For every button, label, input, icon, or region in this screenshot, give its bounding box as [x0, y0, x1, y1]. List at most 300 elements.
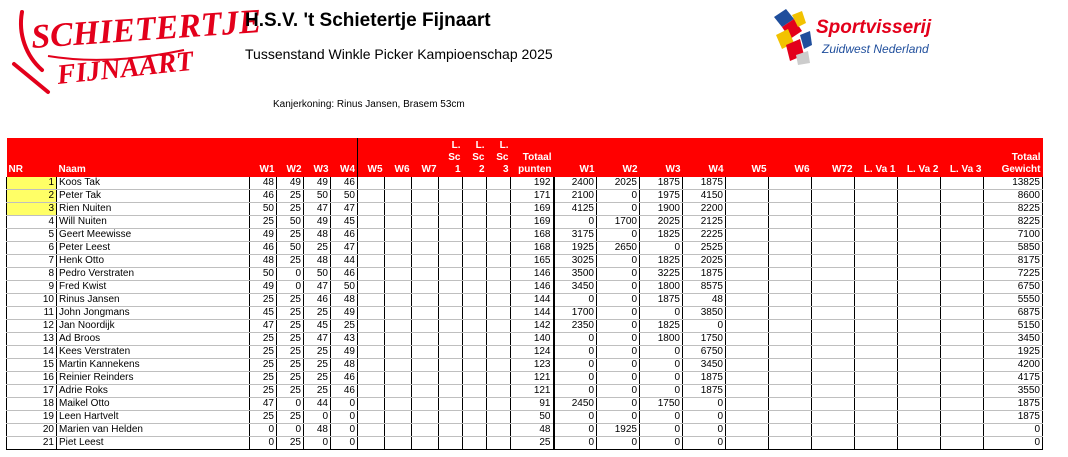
table-cell: 50 — [250, 268, 277, 281]
table-cell: 168 — [511, 242, 554, 255]
table-cell — [439, 372, 463, 385]
table-cell: 1700 — [554, 307, 597, 320]
table-cell — [487, 333, 511, 346]
table-cell: 47 — [304, 333, 331, 346]
table-cell — [487, 359, 511, 372]
table-cell — [855, 385, 898, 398]
table-cell: 0 — [250, 424, 277, 437]
table-cell: 0 — [597, 203, 640, 216]
table-cell — [812, 346, 855, 359]
table-cell — [412, 294, 439, 307]
table-cell — [726, 372, 769, 385]
table-cell: 4125 — [554, 203, 597, 216]
table-cell — [463, 411, 487, 424]
table-cell: 2025 — [597, 177, 640, 190]
table-cell — [769, 437, 812, 450]
table-cell — [898, 411, 941, 424]
table-cell: 0 — [683, 437, 726, 450]
table-cell — [463, 372, 487, 385]
sponsor-region: Zuidwest Nederland — [822, 42, 929, 56]
table-cell: 0 — [597, 268, 640, 281]
table-cell: 2025 — [683, 255, 726, 268]
table-cell — [769, 385, 812, 398]
table-cell — [463, 333, 487, 346]
table-cell: 0 — [640, 424, 683, 437]
table-cell: 47 — [304, 281, 331, 294]
table-cell — [385, 411, 412, 424]
table-cell — [769, 359, 812, 372]
table-cell — [439, 177, 463, 190]
table-cell — [412, 216, 439, 229]
table-cell — [412, 268, 439, 281]
table-cell — [941, 190, 984, 203]
table-cell: 49 — [331, 346, 358, 359]
table-cell — [358, 190, 385, 203]
table-cell: 6 — [7, 242, 57, 255]
table-cell: 50 — [511, 411, 554, 424]
table-cell — [358, 359, 385, 372]
table-cell — [726, 346, 769, 359]
table-cell — [385, 177, 412, 190]
table-cell: 25 — [277, 411, 304, 424]
table-cell — [439, 385, 463, 398]
table-cell: 0 — [554, 385, 597, 398]
column-header: Totaal Gewicht — [984, 138, 1043, 177]
table-cell: 25 — [277, 190, 304, 203]
table-cell: Peter Tak — [57, 190, 250, 203]
table-cell: 0 — [554, 437, 597, 450]
table-cell: 48 — [304, 229, 331, 242]
table-row — [7, 216, 1043, 229]
table-cell: 0 — [331, 398, 358, 411]
table-cell: 2025 — [640, 216, 683, 229]
table-cell — [439, 411, 463, 424]
table-cell: 7100 — [984, 229, 1043, 242]
table-row — [7, 398, 1043, 411]
table-cell — [385, 268, 412, 281]
table-cell — [385, 255, 412, 268]
table-cell: 144 — [511, 307, 554, 320]
table-cell — [487, 437, 511, 450]
table-cell — [855, 372, 898, 385]
table-cell: 25 — [304, 372, 331, 385]
table-row — [7, 372, 1043, 385]
table-cell: 25 — [277, 333, 304, 346]
table-cell: 13 — [7, 333, 57, 346]
table-cell — [412, 398, 439, 411]
table-cell — [439, 216, 463, 229]
table-cell: 6750 — [683, 346, 726, 359]
table-cell — [898, 242, 941, 255]
table-cell — [812, 333, 855, 346]
table-cell — [898, 372, 941, 385]
table-cell: 25 — [277, 307, 304, 320]
table-cell: 1750 — [640, 398, 683, 411]
table-cell — [385, 359, 412, 372]
table-cell — [487, 255, 511, 268]
table-cell — [941, 385, 984, 398]
table-row — [7, 359, 1043, 372]
table-cell: 25 — [277, 385, 304, 398]
table-cell — [855, 398, 898, 411]
table-cell — [726, 203, 769, 216]
table-cell — [898, 398, 941, 411]
table-cell — [439, 268, 463, 281]
table-cell — [385, 424, 412, 437]
table-cell — [812, 229, 855, 242]
table-cell — [769, 424, 812, 437]
column-header: W2 — [277, 138, 304, 177]
table-cell — [412, 203, 439, 216]
table-cell: Martin Kannekens — [57, 359, 250, 372]
table-cell: 46 — [250, 190, 277, 203]
table-cell: 2 — [7, 190, 57, 203]
table-cell: 47 — [304, 203, 331, 216]
table-cell: 0 — [277, 424, 304, 437]
kanjerkoning-note: Kanjerkoning: Rinus Jansen, Brasem 53cm — [273, 99, 465, 110]
table-cell: 1875 — [683, 177, 726, 190]
column-header: W2 — [597, 138, 640, 177]
table-cell: 48 — [511, 424, 554, 437]
table-cell — [412, 190, 439, 203]
table-cell: 46 — [304, 294, 331, 307]
table-row — [7, 177, 1043, 190]
table-cell — [898, 255, 941, 268]
table-cell: 25 — [250, 411, 277, 424]
table-cell — [487, 307, 511, 320]
table-cell: 2100 — [554, 190, 597, 203]
table-cell: 144 — [511, 294, 554, 307]
table-cell: 121 — [511, 385, 554, 398]
table-cell: 1875 — [683, 372, 726, 385]
table-cell — [898, 346, 941, 359]
column-header: W72 — [812, 138, 855, 177]
table-row — [7, 437, 1043, 450]
table-cell: 0 — [640, 346, 683, 359]
table-cell: 4 — [7, 216, 57, 229]
table-cell: 46 — [250, 242, 277, 255]
table-cell — [898, 385, 941, 398]
table-cell: 3450 — [554, 281, 597, 294]
table-cell: 91 — [511, 398, 554, 411]
table-cell: 0 — [554, 411, 597, 424]
table-cell: 1825 — [640, 229, 683, 242]
table-cell — [769, 398, 812, 411]
column-header: L. Sc 3 — [487, 138, 511, 177]
table-cell — [941, 255, 984, 268]
table-cell: Koos Tak — [57, 177, 250, 190]
table-cell — [941, 346, 984, 359]
table-cell — [385, 346, 412, 359]
column-header: Totaal punten — [511, 138, 554, 177]
table-cell: 25 — [277, 346, 304, 359]
table-cell — [941, 242, 984, 255]
table-cell: 1875 — [640, 177, 683, 190]
table-cell: Rinus Jansen — [57, 294, 250, 307]
table-cell: 5550 — [984, 294, 1043, 307]
table-cell: 169 — [511, 216, 554, 229]
column-header: W4 — [683, 138, 726, 177]
table-cell: 1900 — [640, 203, 683, 216]
table-cell: 25 — [304, 242, 331, 255]
table-cell: 1875 — [640, 294, 683, 307]
table-cell: 2525 — [683, 242, 726, 255]
column-header: W6 — [769, 138, 812, 177]
table-cell — [439, 437, 463, 450]
table-cell: Kees Verstraten — [57, 346, 250, 359]
table-cell — [412, 177, 439, 190]
table-cell: Peter Leest — [57, 242, 250, 255]
table-cell — [439, 333, 463, 346]
table-row — [7, 333, 1043, 346]
table-cell: 4200 — [984, 359, 1043, 372]
table-cell: 10 — [7, 294, 57, 307]
table-cell: Adrie Roks — [57, 385, 250, 398]
table-cell: 44 — [331, 255, 358, 268]
column-header: L. Va 2 — [898, 138, 941, 177]
table-cell: 0 — [554, 216, 597, 229]
svg-text:FIJNAART: FIJNAART — [55, 45, 195, 91]
table-cell: 25 — [304, 359, 331, 372]
table-cell — [812, 190, 855, 203]
table-cell: 0 — [597, 320, 640, 333]
table-cell — [812, 242, 855, 255]
table-cell — [412, 333, 439, 346]
table-cell: 0 — [277, 281, 304, 294]
table-cell: 4150 — [683, 190, 726, 203]
table-cell: 1825 — [640, 255, 683, 268]
column-header: W5 — [726, 138, 769, 177]
table-cell: 0 — [554, 359, 597, 372]
table-cell — [726, 255, 769, 268]
table-cell — [898, 437, 941, 450]
table-cell — [941, 281, 984, 294]
table-cell: 49 — [304, 177, 331, 190]
table-row — [7, 268, 1043, 281]
table-cell — [463, 281, 487, 294]
table-cell — [439, 281, 463, 294]
table-cell: 5850 — [984, 242, 1043, 255]
table-cell — [487, 372, 511, 385]
table-cell: 1825 — [640, 320, 683, 333]
table-cell: 0 — [640, 372, 683, 385]
table-cell — [463, 190, 487, 203]
table-cell — [358, 229, 385, 242]
table-cell — [439, 190, 463, 203]
table-cell: 0 — [640, 437, 683, 450]
column-header: W6 — [385, 138, 412, 177]
table-cell — [463, 203, 487, 216]
table-cell: 45 — [250, 307, 277, 320]
table-cell — [439, 346, 463, 359]
sportvisserij-logo — [772, 5, 932, 67]
table-cell — [769, 177, 812, 190]
table-cell — [358, 281, 385, 294]
table-cell: 2400 — [554, 177, 597, 190]
column-header: NR — [7, 138, 57, 177]
table-cell: Fred Kwist — [57, 281, 250, 294]
table-cell — [487, 268, 511, 281]
table-cell — [487, 216, 511, 229]
table-cell — [385, 294, 412, 307]
page-title: H.S.V. 't Schietertje Fijnaart — [245, 10, 491, 31]
table-cell: 142 — [511, 320, 554, 333]
table-cell — [487, 203, 511, 216]
table-cell — [855, 242, 898, 255]
table-cell: 50 — [304, 190, 331, 203]
table-cell — [898, 190, 941, 203]
table-cell — [385, 203, 412, 216]
column-header: L. Va 3 — [941, 138, 984, 177]
table-cell — [463, 177, 487, 190]
table-cell: 48 — [250, 177, 277, 190]
table-header-row — [7, 138, 1043, 177]
table-cell: 3175 — [554, 229, 597, 242]
table-cell: 48 — [331, 359, 358, 372]
table-cell — [358, 346, 385, 359]
table-cell: 0 — [304, 437, 331, 450]
table-cell — [941, 229, 984, 242]
table-cell — [855, 229, 898, 242]
table-cell: 49 — [304, 216, 331, 229]
table-cell — [812, 372, 855, 385]
table-cell — [439, 203, 463, 216]
table-cell: 18 — [7, 398, 57, 411]
table-cell — [439, 307, 463, 320]
table-cell: 49 — [277, 177, 304, 190]
table-cell — [412, 307, 439, 320]
table-cell — [769, 229, 812, 242]
table-cell: Reinier Reinders — [57, 372, 250, 385]
table-cell — [487, 385, 511, 398]
club-logo — [8, 2, 263, 96]
table-cell — [358, 294, 385, 307]
table-cell: 25 — [304, 346, 331, 359]
table-cell: 2200 — [683, 203, 726, 216]
table-cell — [812, 268, 855, 281]
table-cell: 48 — [331, 294, 358, 307]
table-cell: 0 — [597, 333, 640, 346]
table-cell: 1700 — [597, 216, 640, 229]
table-cell: 192 — [511, 177, 554, 190]
table-cell — [463, 346, 487, 359]
table-cell — [769, 294, 812, 307]
table-cell — [487, 190, 511, 203]
table-cell — [463, 216, 487, 229]
table-cell — [769, 203, 812, 216]
table-cell — [358, 372, 385, 385]
table-cell — [855, 320, 898, 333]
table-cell: 0 — [597, 281, 640, 294]
table-cell — [487, 229, 511, 242]
table-cell: 16 — [7, 372, 57, 385]
table-cell — [769, 216, 812, 229]
table-cell: 0 — [640, 242, 683, 255]
table-cell — [463, 320, 487, 333]
table-cell: 46 — [331, 268, 358, 281]
table-cell — [812, 385, 855, 398]
table-cell: 146 — [511, 281, 554, 294]
table-cell: 0 — [277, 398, 304, 411]
table-cell — [487, 177, 511, 190]
table-cell — [812, 177, 855, 190]
table-cell: 19 — [7, 411, 57, 424]
table-cell: 45 — [331, 216, 358, 229]
table-cell — [358, 437, 385, 450]
table-cell — [769, 268, 812, 281]
table-cell — [898, 268, 941, 281]
table-cell — [898, 333, 941, 346]
table-cell — [385, 437, 412, 450]
table-cell: 3025 — [554, 255, 597, 268]
table-cell — [941, 424, 984, 437]
table-cell: 50 — [277, 242, 304, 255]
table-cell: Maikel Otto — [57, 398, 250, 411]
table-cell: 0 — [683, 320, 726, 333]
table-cell — [439, 424, 463, 437]
table-cell: 48 — [683, 294, 726, 307]
table-cell: 0 — [984, 437, 1043, 450]
table-row — [7, 411, 1043, 424]
table-cell: 0 — [554, 294, 597, 307]
table-cell: 46 — [331, 385, 358, 398]
column-header: W5 — [358, 138, 385, 177]
table-cell — [439, 398, 463, 411]
table-row — [7, 229, 1043, 242]
table-cell: 8575 — [683, 281, 726, 294]
table-cell — [726, 190, 769, 203]
table-cell — [463, 398, 487, 411]
table-cell: 1875 — [683, 268, 726, 281]
table-cell — [812, 424, 855, 437]
table-cell: 47 — [331, 242, 358, 255]
table-cell: 1925 — [597, 424, 640, 437]
table-cell: 1 — [7, 177, 57, 190]
table-cell: 1875 — [984, 398, 1043, 411]
table-cell — [812, 437, 855, 450]
svg-text:SCHIETERTJE: SCHIETERTJE — [29, 2, 263, 56]
table-cell — [726, 294, 769, 307]
table-cell — [358, 216, 385, 229]
table-cell: 49 — [250, 229, 277, 242]
table-cell: 14 — [7, 346, 57, 359]
table-cell — [726, 320, 769, 333]
table-cell — [385, 242, 412, 255]
table-cell: 25 — [250, 346, 277, 359]
table-cell — [726, 307, 769, 320]
table-cell: Ad Broos — [57, 333, 250, 346]
table-cell — [898, 307, 941, 320]
table-cell: 2350 — [554, 320, 597, 333]
table-cell: 0 — [331, 437, 358, 450]
table-row — [7, 385, 1043, 398]
table-cell: 1875 — [984, 411, 1043, 424]
table-cell: 3850 — [683, 307, 726, 320]
table-cell — [412, 385, 439, 398]
table-cell: 8225 — [984, 203, 1043, 216]
table-cell: 8 — [7, 268, 57, 281]
table-cell — [385, 281, 412, 294]
table-row — [7, 320, 1043, 333]
table-cell: 165 — [511, 255, 554, 268]
table-cell: 46 — [331, 177, 358, 190]
table-cell: 50 — [304, 268, 331, 281]
table-cell — [385, 216, 412, 229]
table-cell — [812, 281, 855, 294]
table-cell: Henk Otto — [57, 255, 250, 268]
table-cell: 13825 — [984, 177, 1043, 190]
table-cell: 0 — [597, 190, 640, 203]
